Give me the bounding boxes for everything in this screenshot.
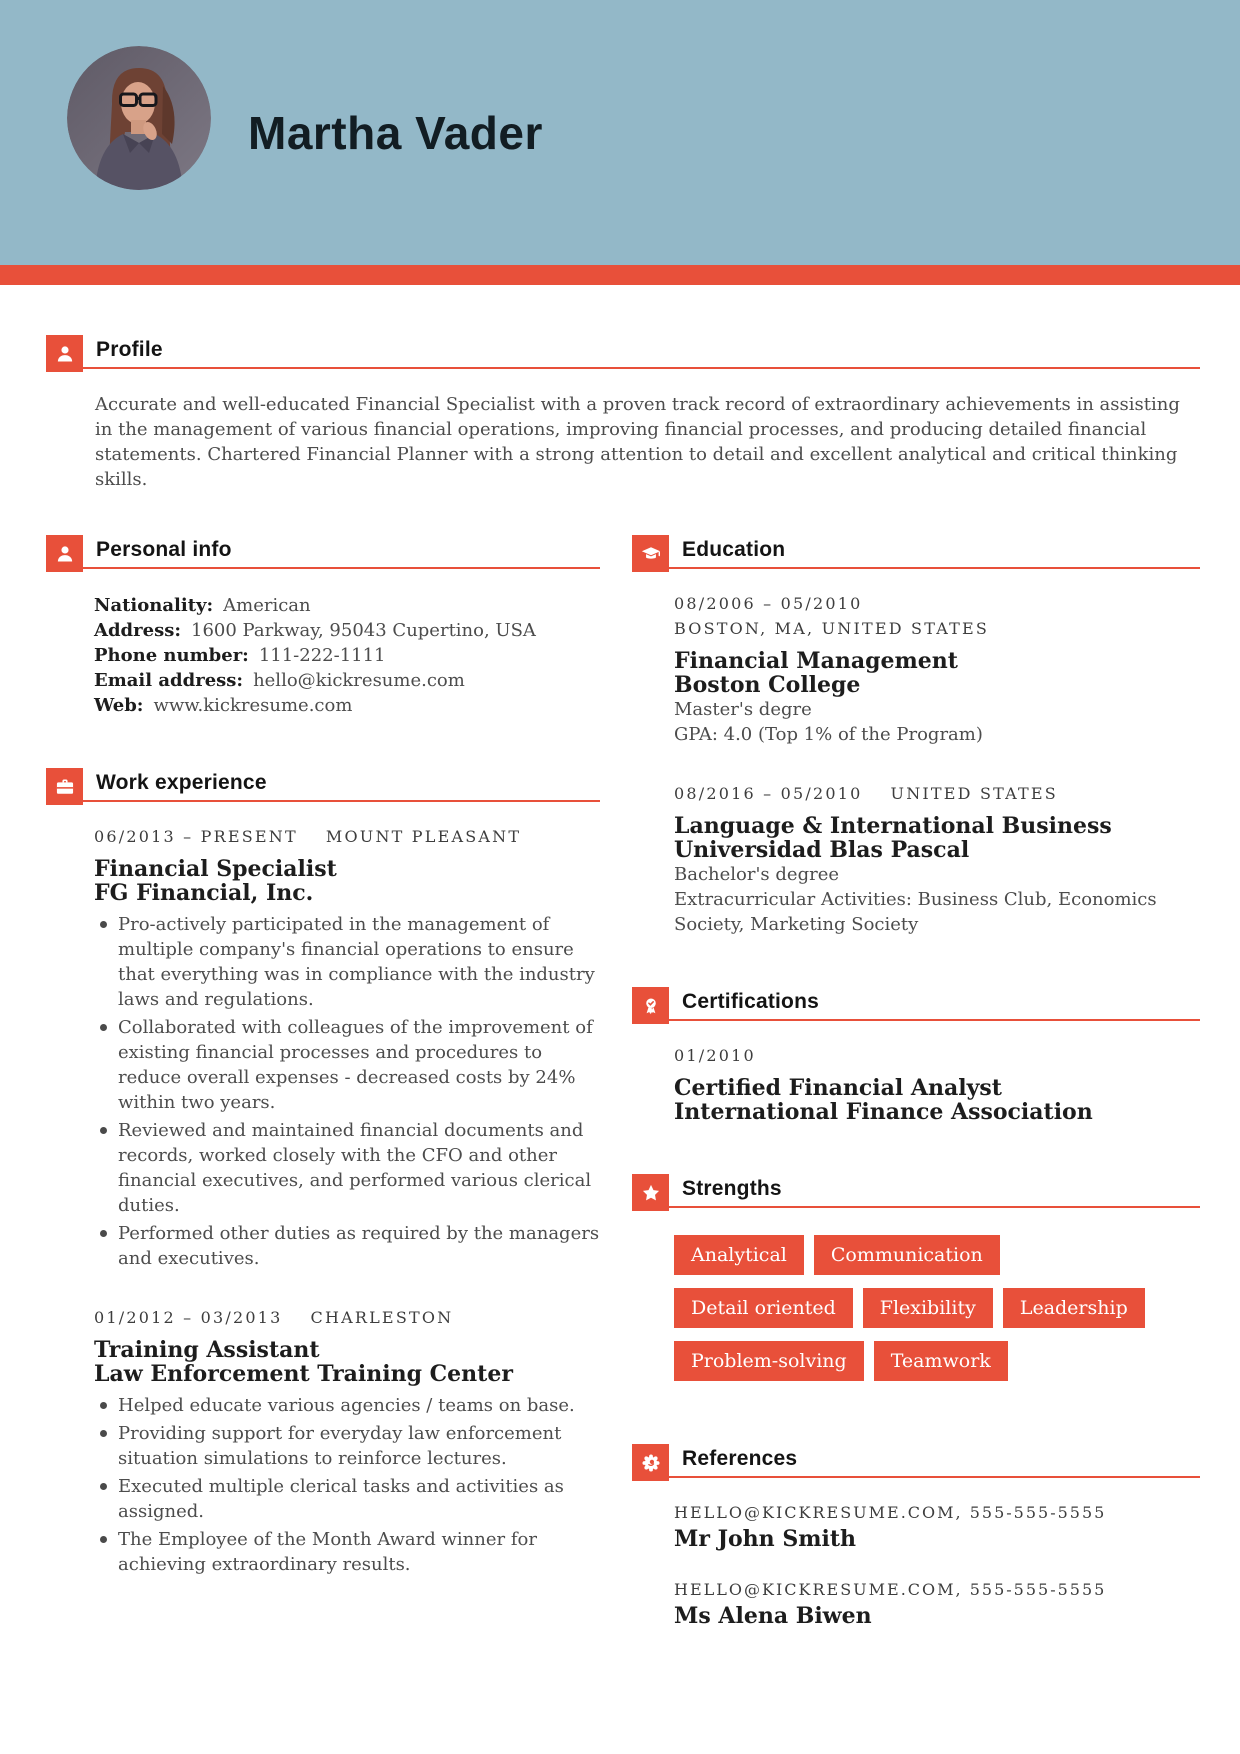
job-bullet: Reviewed and maintained financial documents and records, worked closely with the CFO and other financial executives, and performed various clerical duties. [94,1118,600,1218]
job-entry [94,826,600,1271]
education-gpa: GPA: 4.0 (Top 1% of the Program) [674,724,983,745]
profile-photo [67,46,211,190]
education-school: Boston College [674,672,861,698]
info-row-nationality [94,593,600,618]
page-title: Martha Vader [248,106,543,159]
education-degree: Master's degre [674,699,812,720]
job-bullet: Providing support for everyday law enforcement situation simulations to reinforce lectures. [94,1421,600,1471]
header [0,0,1240,265]
info-label: Nationality: [94,595,214,616]
briefcase-icon [46,768,83,805]
section-certifications [632,987,1200,1124]
education-program: Language & International Business [674,813,1112,839]
profile-photo-illustration [67,46,211,190]
job-role: Training Assistant [94,1337,320,1363]
info-row-phone [94,643,600,668]
reference-name: Mr John Smith [674,1526,857,1552]
star-icon [632,1174,669,1211]
section-header [632,987,1200,1024]
reference-contact: HELLO@KICKRESUME.COM, 555-555-5555 [674,1503,1107,1522]
certification-period: 01/2010 [674,1046,756,1065]
info-value: hello@kickresume.com [253,670,465,691]
education-period-location [674,783,1200,805]
job-period: 06/2013 – PRESENT [94,827,298,846]
reference-entry [674,1579,1200,1629]
personal-info-list [94,593,600,718]
certification-issuer: International Finance Association [674,1099,1093,1125]
profile-summary: Accurate and well-educated Financial Specialist with a proven track record of extraordinary achievements in assisting in the management of various financial operations, improving financial processes, and producing detailed financial statements. Chartered Financial Planner with a strong attention to detail and excellent analytical and critical thinking skills. [95,394,1180,490]
job-bullet: Collaborated with colleagues of the improvement of existing financial processes and procedures to reduce overall expenses - decreased costs by 24% within two years. [94,1015,600,1115]
job-company: FG Financial, Inc. [94,880,314,906]
section-header [46,535,600,572]
certification-name: Certified Financial Analyst [674,1075,1002,1101]
section-header [632,535,1200,572]
info-row-web [94,693,600,718]
education-entry [674,593,1200,747]
strength-tag: Leadership [1003,1288,1145,1328]
job-period-location [94,1307,600,1329]
accent-bar [0,265,1240,285]
job-bullet-list [94,912,600,1271]
person-icon [46,535,83,572]
reference-name: Ms Alena Biwen [674,1603,872,1629]
section-title: Profile [96,338,163,361]
strength-tag: Problem-solving [674,1341,864,1381]
education-program: Financial Management [674,648,958,674]
rosette-icon [632,1444,669,1481]
section-personal-info [46,535,600,718]
education-location: BOSTON, MA, UNITED STATES [674,619,989,638]
info-label: Phone number: [94,645,249,666]
section-strengths [632,1174,1200,1394]
strength-tag: Detail oriented [674,1288,853,1328]
section-header [632,1444,1200,1481]
job-bullet: Pro-actively participated in the management of multiple company's financial operations to ensure that everything was in compliance with the industry laws and regulations. [94,912,600,1012]
reference-entry [674,1502,1200,1552]
section-header [632,1174,1200,1211]
section-education [632,535,1200,937]
job-location: CHARLESTON [310,1308,454,1327]
education-period: 08/2006 – 05/2010 [674,594,863,613]
section-title: References [682,1447,798,1470]
info-label: Email address: [94,670,244,691]
education-extracurricular: Extracurricular Activities: Business Club, Economics Society, Marketing Society [674,889,1157,935]
job-company: Law Enforcement Training Center [94,1361,513,1387]
person-icon [46,335,83,372]
info-label: Web: [94,695,144,716]
info-value: American [223,595,311,616]
info-row-email [94,668,600,693]
info-value: 1600 Parkway, 95043 Cupertino, USA [191,620,536,641]
education-period: 08/2016 – 05/2010 [674,784,863,803]
info-label: Address: [94,620,181,641]
education-school: Universidad Blas Pascal [674,837,970,863]
strengths-tag-list [674,1235,1194,1394]
section-profile [46,335,1200,492]
info-value: www.kickresume.com [153,695,353,716]
strength-tag: Teamwork [874,1341,1008,1381]
graduation-cap-icon [632,535,669,572]
section-title: Strengths [682,1177,782,1200]
section-work-experience [46,768,600,1577]
certification-entry [674,1045,1200,1124]
section-references [632,1444,1200,1629]
medal-icon [632,987,669,1024]
strength-tag: Communication [814,1235,1000,1275]
info-value: 111-222-1111 [258,645,386,666]
education-period-location [674,593,1200,640]
section-header [46,335,1200,372]
education-location: UNITED STATES [890,784,1058,803]
reference-contact: HELLO@KICKRESUME.COM, 555-555-5555 [674,1580,1107,1599]
job-bullet: The Employee of the Month Award winner for achieving extraordinary results. [94,1527,600,1577]
job-bullet: Performed other duties as required by the managers and executives. [94,1221,600,1271]
job-bullet: Helped educate various agencies / teams on base. [94,1393,600,1418]
job-period: 01/2012 – 03/2013 [94,1308,283,1327]
job-bullet: Executed multiple clerical tasks and activities as assigned. [94,1474,600,1524]
section-header [46,768,600,805]
section-title: Personal info [96,538,232,561]
job-location: MOUNT PLEASANT [325,827,522,846]
two-column-layout [46,535,1200,1629]
left-column [46,535,600,1580]
info-row-address [94,618,600,643]
right-column [632,535,1200,1629]
job-bullet-list [94,1393,600,1577]
strength-tag: Flexibility [863,1288,993,1328]
resume-body [0,285,1240,1629]
section-title: Education [682,538,786,561]
job-entry [94,1307,600,1577]
job-period-location [94,826,600,848]
strength-tag: Analytical [674,1235,804,1275]
education-degree: Bachelor's degree [674,864,839,885]
job-role: Financial Specialist [94,856,337,882]
section-title: Work experience [96,771,267,794]
education-entry [674,783,1200,937]
section-title: Certifications [682,990,819,1013]
